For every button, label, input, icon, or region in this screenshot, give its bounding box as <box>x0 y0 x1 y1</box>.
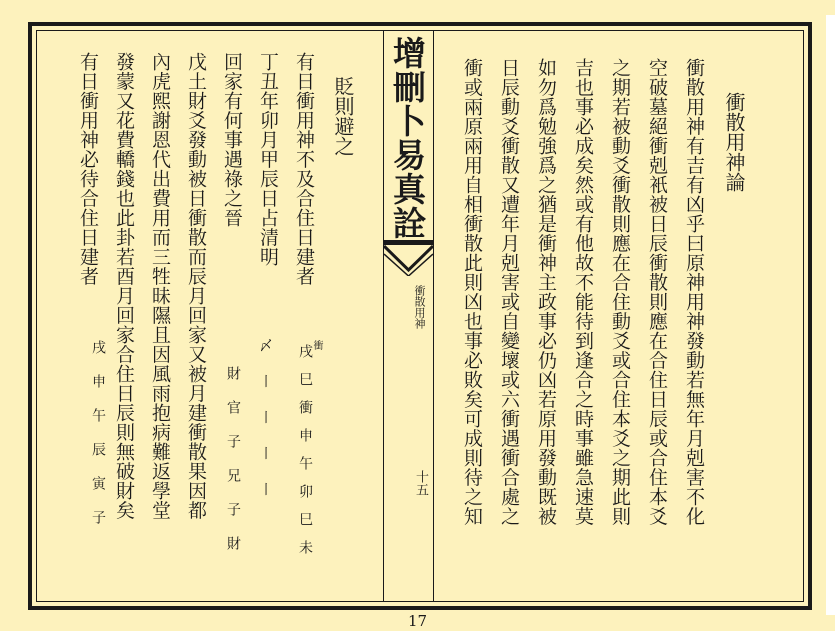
changed-hexagram-column: 戌申午辰寅子 <box>90 340 106 544</box>
left-page-column: 丁丑年卯月甲辰日占清明 <box>257 52 279 267</box>
left-page-column: 有日衝用神不及合住日建者 <box>293 52 315 286</box>
right-page-column: 之期若被動爻衝散則應在合住動爻或合住本爻之期此則 <box>609 58 631 526</box>
right-page-column: 空破墓絕衝剋衹被日辰衝散則應在合住日辰或合住本爻 <box>646 58 668 526</box>
spine-title: 增刪卜易真詮 <box>388 36 427 240</box>
left-page-column: 戊土財爻發動被日衝散而辰月回家又被月建衝散果因都 <box>185 52 207 520</box>
hexagram-column: 戌巳衝申午卯巳未 <box>297 344 313 568</box>
hexagram-relations: 財官子兄子財 <box>225 366 241 570</box>
left-page-column: 有日衝用神必待合住日建者 <box>77 52 99 286</box>
left-page-column: 內虎熙謝恩代出費用而三牲昧隰且因風雨抱病難返學堂 <box>149 52 171 520</box>
right-page-column: 日辰動爻衝散又遭年月剋害或自變壞或六衝遇衝合處之 <box>498 58 520 526</box>
spine-chevron <box>384 244 433 276</box>
small-note: 衝 <box>311 340 322 350</box>
spine-section: 衝散用神 <box>413 285 426 329</box>
right-page-column: 衝散用神有吉有凶乎曰原神用神發動若無年月剋害不化 <box>683 58 705 526</box>
right-page-heading: 衝散用神論 <box>722 92 746 192</box>
right-page-column: 吉也事必成矣然或有他故不能待到逢合之時事雖急速莫 <box>572 58 594 526</box>
hexagram-lines: 〆〡〡〡〡 <box>257 338 273 518</box>
right-page-column: 如勿爲勉強爲之猶是衝神主政事必仍凶若原用發動既被 <box>535 58 557 526</box>
spine-rule-left <box>383 30 384 602</box>
page-number: 17 <box>407 612 428 630</box>
left-page-heading: 貶則避之 <box>331 76 355 156</box>
left-page-column: 發蒙又花費轎錢也此卦若酉月回家合住日辰則無破財矣 <box>113 52 135 520</box>
spine-folio: 十五 <box>413 470 428 496</box>
right-page-column: 衝或兩原兩用自相衝散此則凶也事必敗矣可成則待之知 <box>461 58 483 526</box>
left-page-column: 回家有何事遇祿之晉 <box>221 52 243 228</box>
right-edge-strip <box>826 15 835 615</box>
spine-rule-right <box>433 30 434 602</box>
